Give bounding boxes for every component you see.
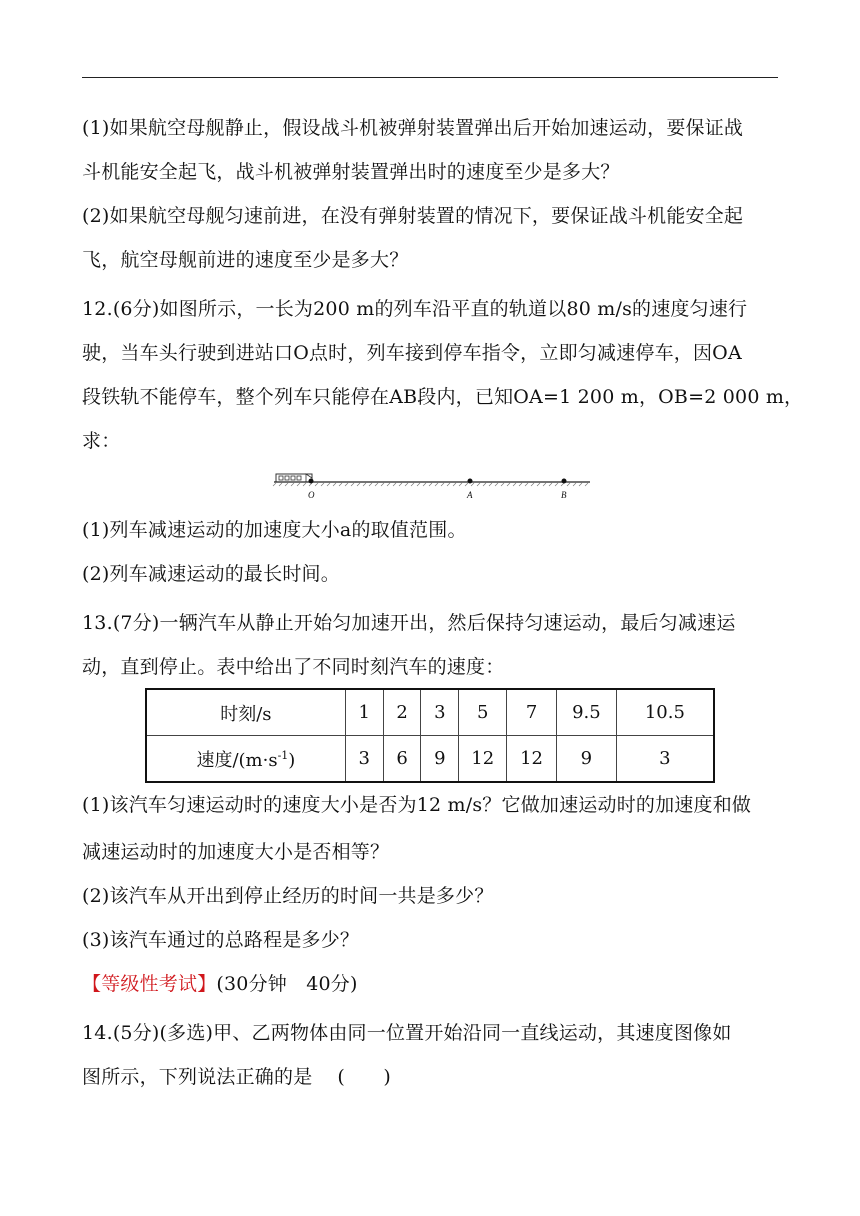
train-icon — [276, 474, 312, 482]
track-hatching — [273, 483, 588, 486]
table-header-time: 时刻/s — [146, 689, 345, 736]
table-cell: 5 — [459, 689, 507, 736]
point-o — [309, 479, 314, 484]
section-time: (30分钟 40分) — [216, 973, 358, 995]
section-tag: 【等级性考试】 — [82, 973, 217, 995]
table-cell: 7 — [507, 689, 557, 736]
table-row — [146, 736, 714, 783]
table-cell: 9 — [421, 736, 459, 783]
point-a — [468, 479, 473, 484]
table-cell: 9.5 — [556, 689, 616, 736]
table-cell: 12 — [507, 736, 557, 783]
table-header-speed — [146, 736, 345, 783]
answer-blank: ( ) — [337, 1066, 392, 1088]
q11-part2-line2: 飞，航空母舰前进的速度至少是多大？ — [82, 249, 409, 271]
table-cell: 1 — [345, 689, 383, 736]
train-track-diagram — [270, 468, 596, 504]
table-cell: 3 — [345, 736, 383, 783]
velocity-table — [145, 688, 715, 783]
q11-part1-line1: (1)如果航空母舰静止，假设战斗机被弹射装置弹出后开始加速运动，要保证战 — [82, 117, 744, 139]
q12-line4: 求： — [82, 430, 121, 452]
table-cell: 3 — [616, 736, 714, 783]
q13-line1: 13.(7分)一辆汽车从静止开始匀加速开出，然后保持匀速运动，最后匀减速运 — [82, 612, 736, 634]
label-b: B — [561, 490, 567, 500]
q13-part2: (2)该汽车从开出到停止经历的时间一共是多少？ — [82, 885, 494, 907]
q11-part2-line1: (2)如果航空母舰匀速前进，在没有弹射装置的情况下，要保证战斗机能安全起 — [82, 205, 744, 227]
table-cell: 3 — [421, 689, 459, 736]
point-b — [562, 479, 567, 484]
q12-line3: 段铁轨不能停车，整个列车只能停在AB段内，已知OA=1 200 m，OB=2 000 m， — [82, 386, 804, 408]
label-a: A — [467, 490, 473, 500]
q11-part1-line2: 斗机能安全起飞，战斗机被弹射装置弹出时的速度至少是多大？ — [82, 161, 620, 183]
table-cell: 2 — [383, 689, 421, 736]
q14-line2 — [82, 1065, 782, 1089]
label-o: O — [308, 490, 315, 500]
table-cell: 10.5 — [616, 689, 714, 736]
q13-part1-line1: (1)该汽车匀速运动时的速度大小是否为12 m/s？它做加速运动时的加速度和做 — [82, 794, 752, 816]
header-rule — [82, 77, 778, 78]
q13-part1-line2: 减速运动时的加速度大小是否相等？ — [82, 841, 390, 863]
table-cell: 9 — [556, 736, 616, 783]
q12-line1: 12.(6分)如图所示，一长为200 m的列车沿平直的轨道以80 m/s的速度匀速行 — [82, 298, 748, 320]
table-row — [146, 689, 714, 736]
section-heading — [82, 972, 782, 996]
q14-text: 图所示，下列说法正确的是 — [82, 1066, 313, 1088]
q12-part1: (1)列车减速运动的加速度大小a的取值范围。 — [82, 519, 467, 541]
q13-line2: 动，直到停止。表中给出了不同时刻汽车的速度： — [82, 656, 505, 678]
q13-part3: (3)该汽车通过的总路程是多少？ — [82, 929, 360, 951]
q12-part2: (2)列车减速运动的最长时间。 — [82, 563, 340, 585]
table-cell: 6 — [383, 736, 421, 783]
q12-line2: 驶，当车头行驶到进站口O点时，列车接到停车指令，立即匀减速停车，因OA — [82, 342, 742, 364]
speed-header-text: 速度$/(m\cdot s^{-1})$ — [196, 748, 296, 771]
q14-line1: 14.(5分)(多选)甲、乙两物体由同一位置开始沿同一直线运动，其速度图像如 — [82, 1022, 732, 1044]
table-cell: 12 — [459, 736, 507, 783]
